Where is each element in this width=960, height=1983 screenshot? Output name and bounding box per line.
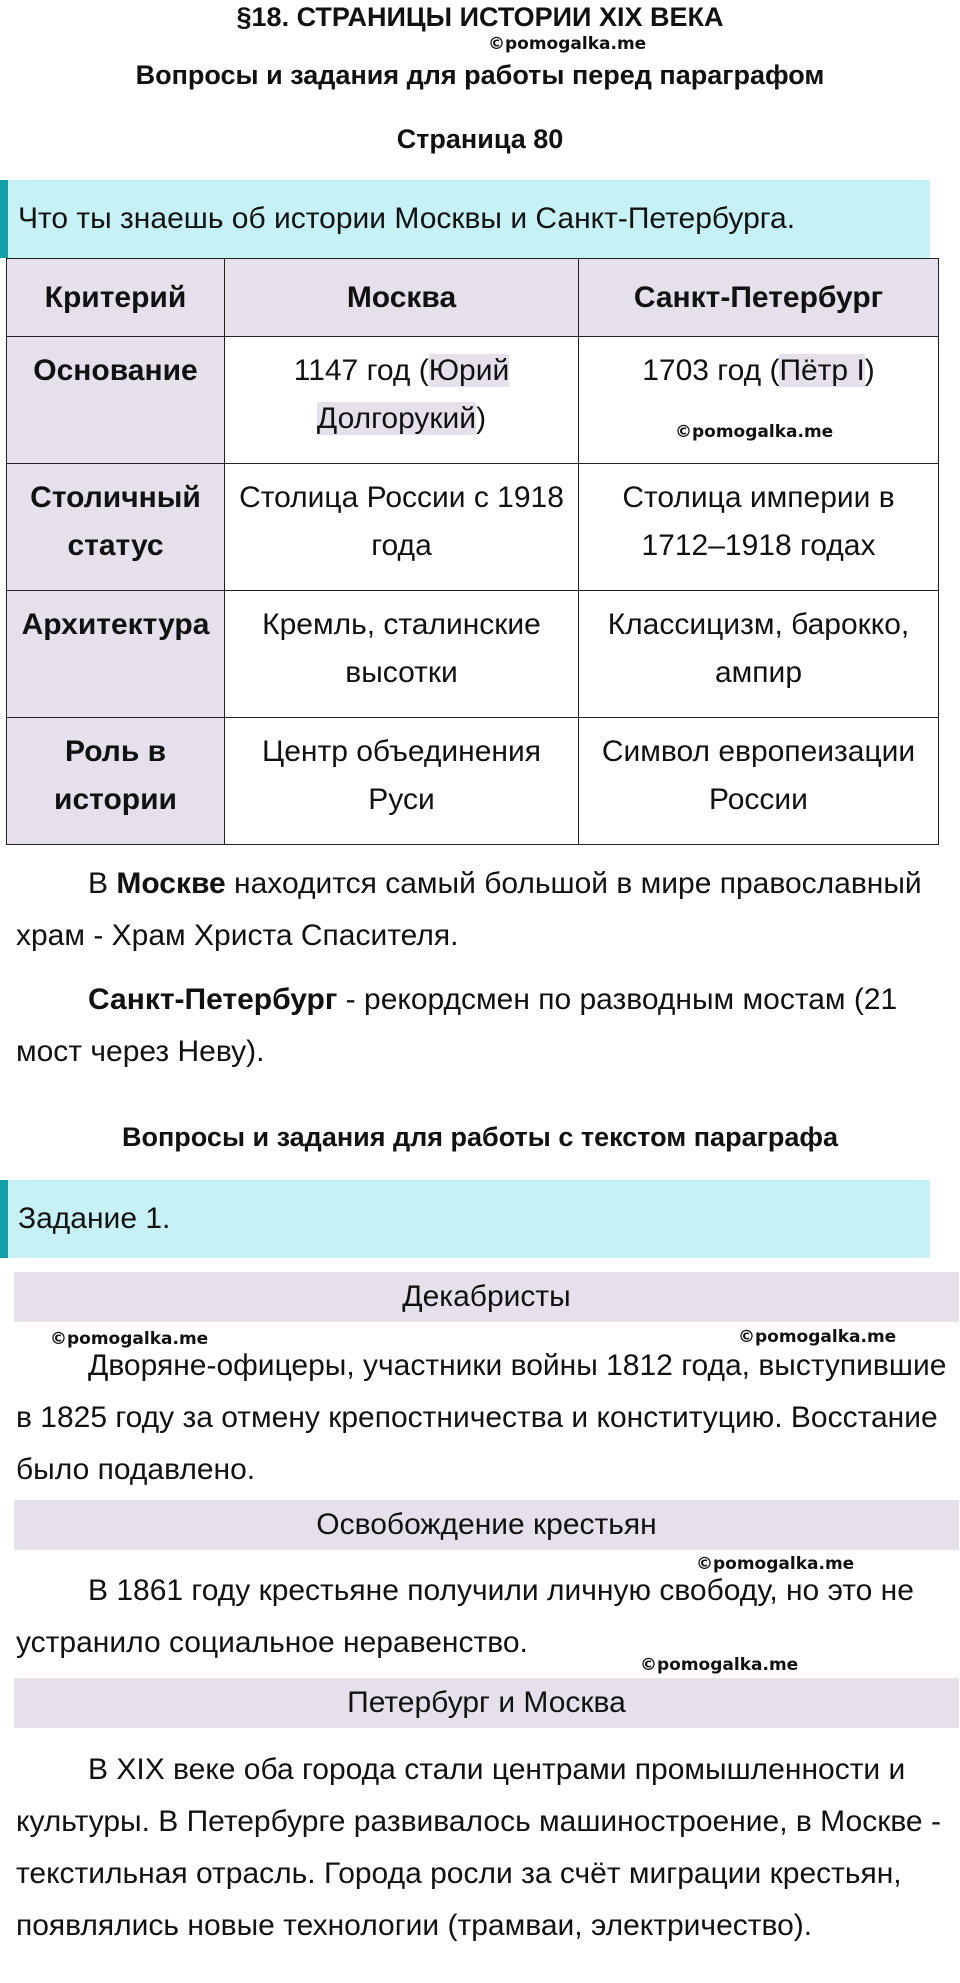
spb-cell — [579, 337, 939, 464]
watermark: ©pomogalka.me — [696, 1554, 855, 1574]
criterion-cell: Роль в истории — [7, 718, 225, 845]
watermark: ©pomogalka.me — [50, 1329, 209, 1349]
watermark: ©pomogalka.me — [738, 1327, 897, 1347]
question-text: Что ты знаешь об истории Москвы и Санкт-Петербурга. — [18, 202, 796, 235]
highlighted-name: Пётр I — [779, 354, 865, 387]
table-header-cell: Санкт-Петербург — [579, 259, 939, 337]
fact-bold: Санкт-Петербург — [88, 983, 338, 1016]
criterion-cell: Архитектура — [7, 591, 225, 718]
watermark: ©pomogalka.me — [640, 1655, 799, 1675]
fact-text: В — [88, 867, 117, 900]
table-row — [7, 718, 939, 845]
spb-text: ) — [864, 354, 875, 387]
table-header-cell: Критерий — [7, 259, 225, 337]
topic-text: Дворяне-офицеры, участники войны 1812 года, выступившие в 1825 году за отмену крепостничества и конституцию. Восстание было подавлено. — [16, 1349, 947, 1486]
fact-bold: Москве — [116, 867, 226, 900]
spb-cell: Столица империи в 1712–1918 годах — [579, 464, 939, 591]
criterion-cell: Столичный статус — [7, 464, 225, 591]
table-header-cell: Москва — [225, 259, 579, 337]
section-heading-before: Вопросы и задания для работы перед параграфом — [135, 60, 825, 90]
table-row — [7, 337, 939, 464]
fact-text: находится самый большой в мире православный храм - Храм Христа Спасителя. — [16, 867, 922, 952]
spb-cell: Классицизм, барокко, ампир — [579, 591, 939, 718]
table-row — [7, 591, 939, 718]
watermark: ©pomogalka.me — [488, 34, 647, 54]
page-number-label: Страница 80 — [396, 124, 564, 154]
moscow-cell — [225, 337, 579, 464]
page-title: §18. СТРАНИЦЫ ИСТОРИИ XIX ВЕКА — [236, 2, 724, 32]
highlighted-name: Юрий Долгорукий — [316, 354, 510, 435]
moscow-cell: Центр объединения Руси — [225, 718, 579, 845]
moscow-cell: Столица России с 1918 года — [225, 464, 579, 591]
table-row — [7, 464, 939, 591]
question-bar — [0, 180, 930, 258]
table-header-row — [7, 259, 939, 337]
watermark: ©pomogalka.me — [675, 422, 834, 442]
moscow-text: 1147 год ( — [293, 354, 429, 387]
topic-heading: Освобождение крестьян — [14, 1500, 959, 1550]
topic-text: В XIX веке оба города стали центрами промышленности и культуры. В Петербурге развивалось машиностроение, в Москве - текстильная отрасль. Города росли за счёт миграции крестьян, появлялись новые технологии (трамваи, электричество). — [16, 1753, 941, 1942]
topic-heading: Декабристы — [14, 1272, 959, 1322]
fact-spb — [16, 974, 951, 1078]
criterion-cell: Основание — [7, 337, 225, 464]
fact-moscow — [16, 858, 951, 962]
task-bar — [0, 1180, 930, 1258]
topic-heading: Петербург и Москва — [14, 1678, 959, 1728]
moscow-cell: Кремль, сталинские высотки — [225, 591, 579, 718]
spb-cell: Символ европеизации России — [579, 718, 939, 845]
spb-text: 1703 год ( — [642, 354, 780, 387]
comparison-table — [6, 258, 939, 845]
task-label: Задание 1. — [18, 1202, 171, 1235]
moscow-text: ) — [476, 402, 487, 435]
fact-text: - рекордсмен по разводным мостам (21 мост через Неву). — [16, 983, 898, 1068]
section-heading-text: Вопросы и задания для работы с текстом параграфа — [122, 1122, 838, 1152]
topic-text: В 1861 году крестьяне получили личную свободу, но это не устранило социальное неравенство. — [16, 1574, 914, 1659]
